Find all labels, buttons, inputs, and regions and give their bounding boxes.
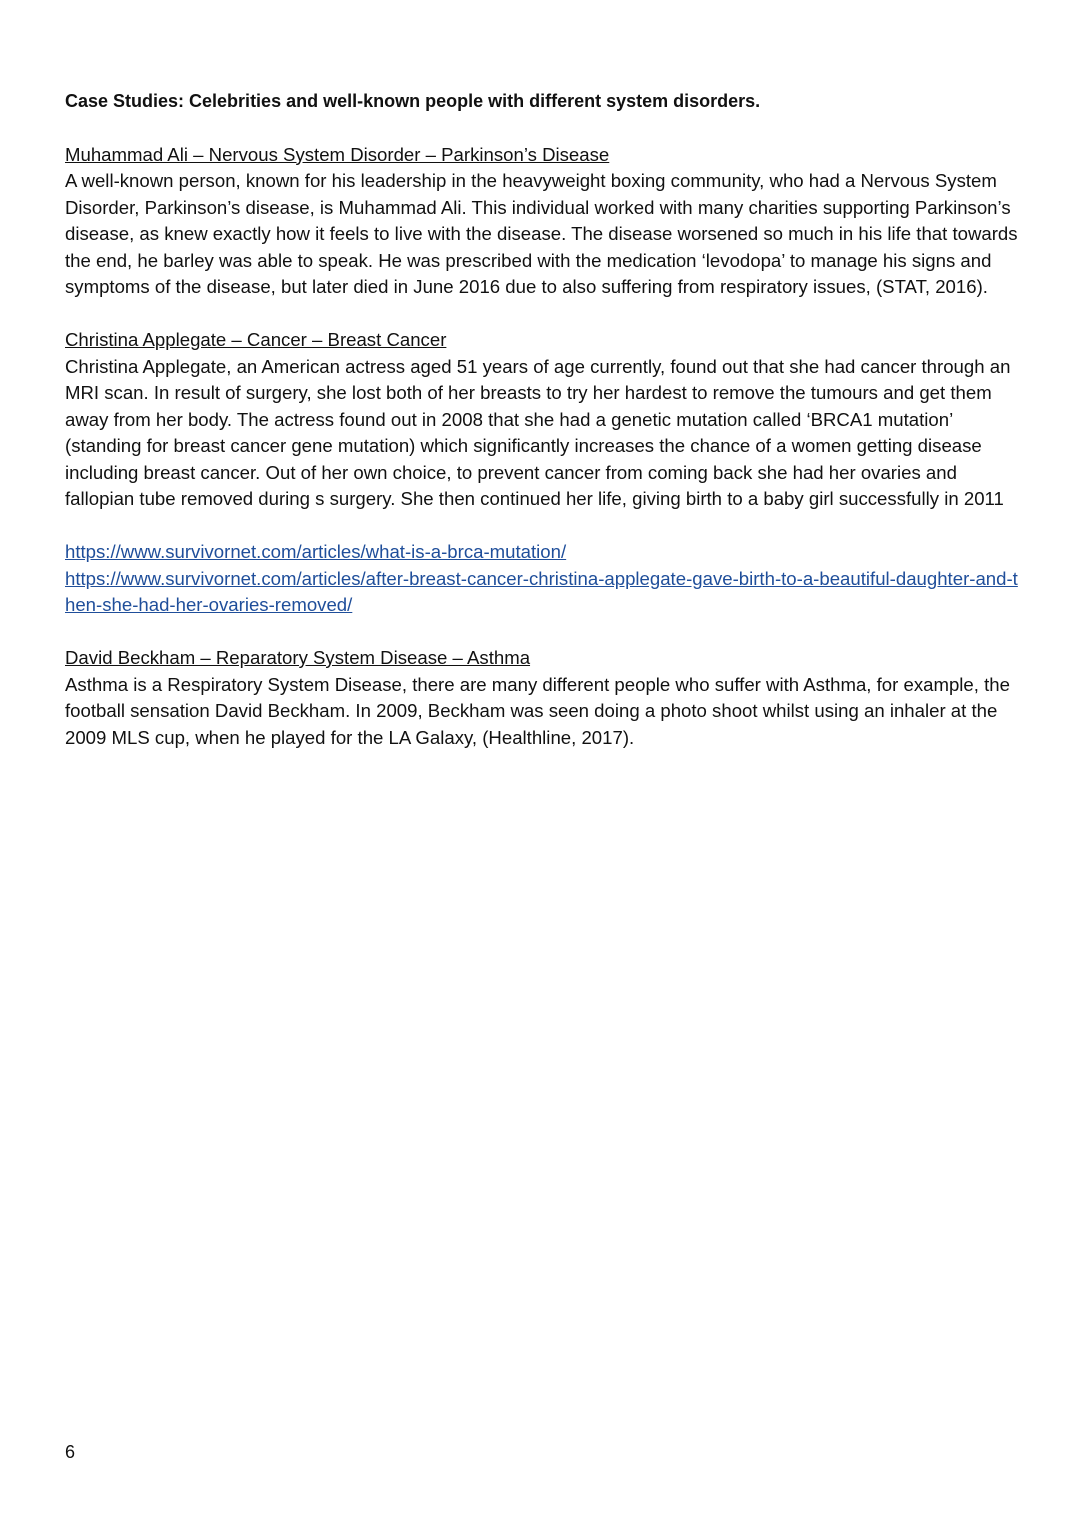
section-body: A well-known person, known for his leadership in the heavyweight boxing community, who had a Nervous System Disorder, Parkinson’s disease, is Muhammad Ali. This individual worked with many charities supporting Parkinson’s disease, as knew exactly how it feels to live with the disease. The disease worsened so much in his life that towards the end, he barley was able to speak. He was prescribed with the medication ‘levodopa’ to manage his signs and symptoms of the disease, but later died in June 2016 due to also suffering from respiratory issues, (STAT, 2016). — [65, 170, 1018, 297]
case-study-muhammad-ali — [65, 142, 1020, 301]
section-body: Christina Applegate, an American actress aged 51 years of age currently, found out that she had cancer through an MRI scan. In result of surgery, she lost both of her breasts to try her hardest to remove the tumours and get them away from her body. The actress found out in 2008 that she had a genetic mutation called ‘BRCA1 mutation’ (standing for breast cancer gene mutation) which significantly increases the chance of a women getting disease including breast cancer. Out of her own choice, to prevent cancer from coming back she had her ovaries and fallopian tube removed during s surgery. She then continued her life, giving birth to a baby girl successfully in 2011 — [65, 355, 1011, 509]
page-number: 6 — [65, 1442, 76, 1462]
case-study-david-beckham — [65, 645, 1020, 751]
reference-link-brca-mutation[interactable]: https://www.survivornet.com/articles/what-is-a-brca-mutation/ — [65, 541, 567, 562]
section-body: Asthma is a Respiratory System Disease, there are many different people who suffer with Asthma, for example, the football sensation David Beckham. In 2009, Beckham was seen doing a photo shoot whilst using an inhaler at the 2009 MLS cup, when he played for the LA Galaxy, (Healthline, 2017). — [65, 673, 1010, 748]
section-heading: Christina Applegate – Cancer – Breast Cancer — [65, 329, 447, 350]
document-page — [65, 88, 1020, 778]
case-study-christina-applegate — [65, 327, 1020, 513]
reference-links — [65, 539, 1020, 619]
reference-link-applegate-article[interactable]: https://www.survivornet.com/articles/after-breast-cancer-christina-applegate-gave-birth-to-a-beautiful-daughter-and-then-she-had-her-ovaries-removed/ — [65, 567, 1018, 615]
document-title: Case Studies: Celebrities and well-known people with different system disorders. — [65, 91, 761, 111]
section-heading: Muhammad Ali – Nervous System Disorder – Parkinson’s Disease — [65, 143, 610, 165]
section-heading: David Beckham – Reparatory System Disease – Asthma — [65, 647, 531, 668]
